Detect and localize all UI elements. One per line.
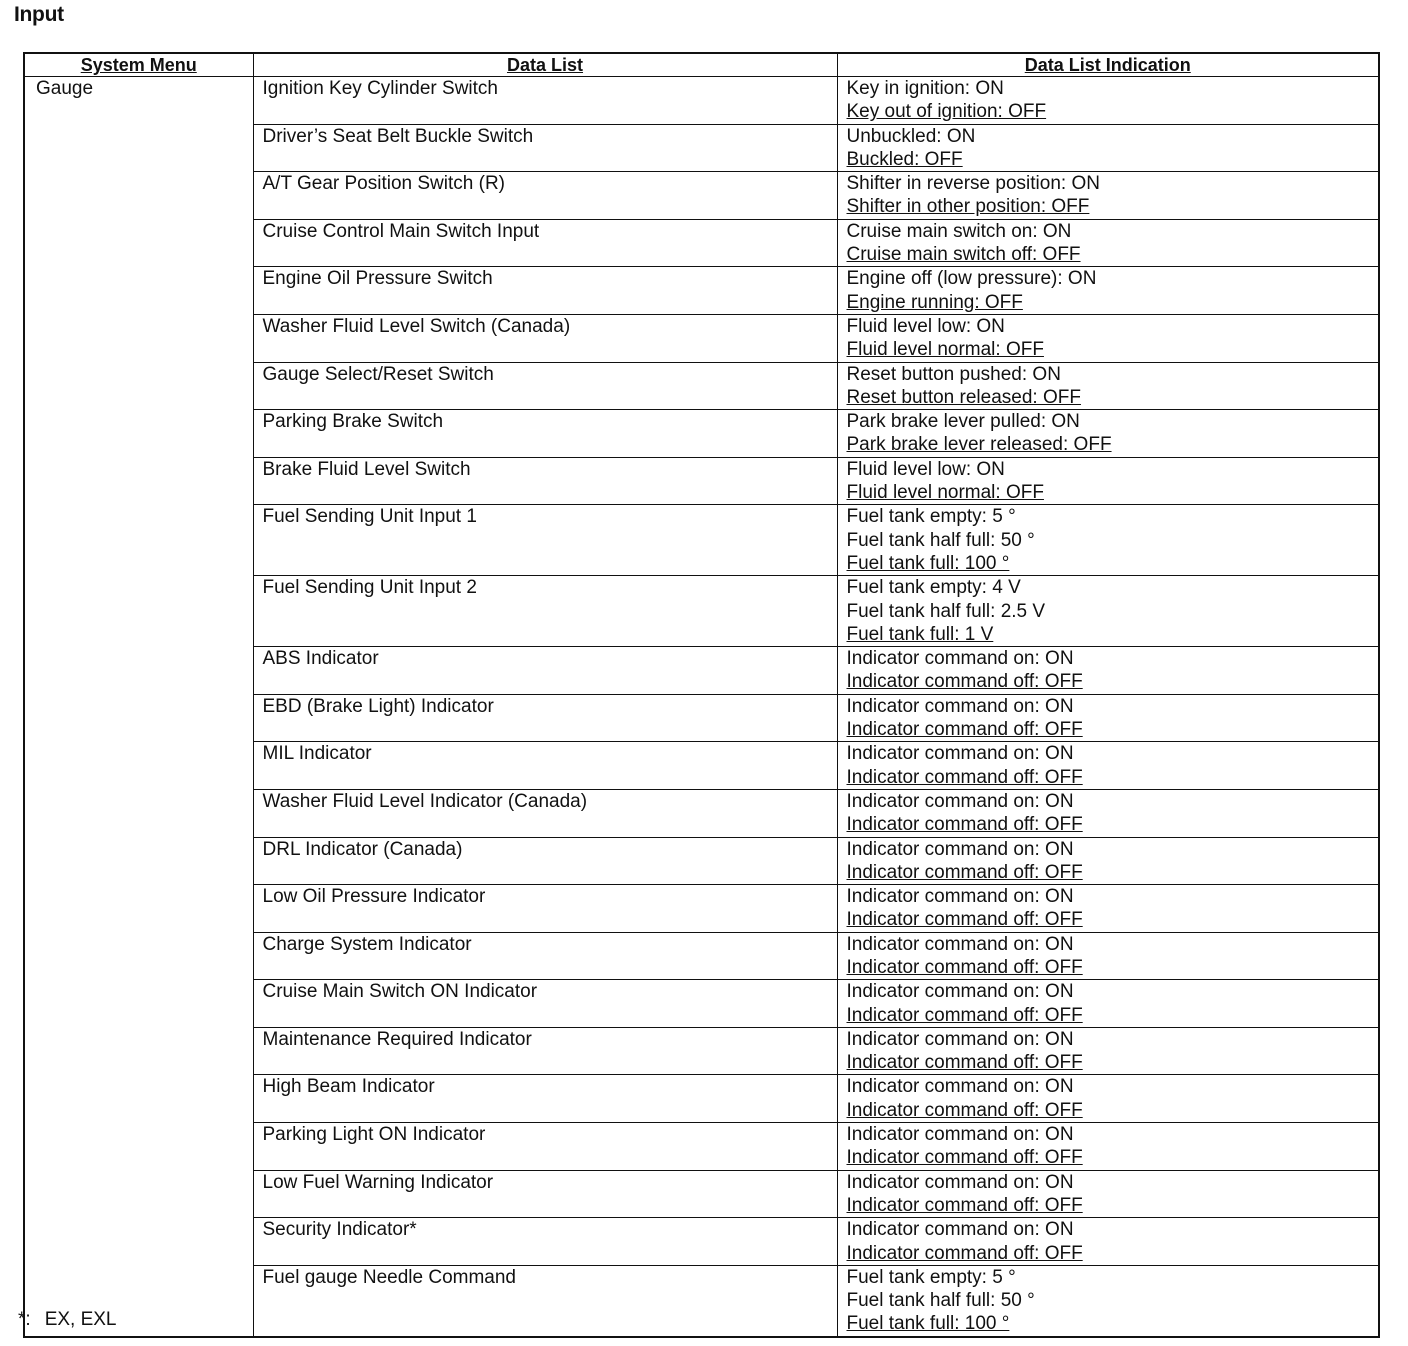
indication-line: Engine off (low pressure): ON: [846, 268, 1097, 290]
data-list-item: Security Indicator*: [253, 1218, 837, 1266]
indication-line: Indicator command on: ON: [846, 838, 1074, 860]
data-list-item: Parking Light ON Indicator: [253, 1123, 837, 1171]
data-list-item: DRL Indicator (Canada): [253, 837, 837, 885]
data-list-item: A/T Gear Position Switch (R): [253, 172, 837, 220]
data-list-indication: [837, 457, 1379, 505]
indication-line: Fuel tank full: 100 °: [846, 1313, 1010, 1335]
indication-line: Cruise main switch off: OFF: [846, 244, 1081, 266]
data-list-indication: [837, 77, 1379, 125]
data-list-indication: [837, 694, 1379, 742]
indication-line: Fluid level low: ON: [846, 315, 1005, 337]
data-list-item: Driver’s Seat Belt Buckle Switch: [253, 124, 837, 172]
data-list-indication: [837, 1265, 1379, 1336]
data-list-item: Parking Brake Switch: [253, 410, 837, 458]
indication-line: Key out of ignition: OFF: [846, 101, 1047, 123]
indication-line: Indicator command on: ON: [846, 1219, 1074, 1241]
indication-line: Indicator command off: OFF: [846, 719, 1083, 741]
indication-line: Indicator command on: ON: [846, 743, 1074, 765]
data-list-item: MIL Indicator: [253, 742, 837, 790]
data-list-item: Fuel gauge Needle Command: [253, 1265, 837, 1336]
indication-line: Cruise main switch on: ON: [846, 220, 1072, 242]
indication-line: Indicator command on: ON: [846, 886, 1074, 908]
indication-line: Indicator command off: OFF: [846, 909, 1083, 931]
data-list-item: Brake Fluid Level Switch: [253, 457, 837, 505]
data-list-indication: [837, 410, 1379, 458]
system-menu-cell: Gauge: [24, 77, 253, 1337]
data-list-table: [23, 52, 1380, 1338]
indication-line: Fuel tank empty: 5 °: [846, 1266, 1016, 1288]
indication-line: Indicator command off: OFF: [846, 1194, 1083, 1216]
footnote-marker: *:: [18, 1309, 31, 1330]
data-list-indication: [837, 362, 1379, 410]
indication-line: Indicator command on: ON: [846, 933, 1074, 955]
data-list-item: Washer Fluid Level Indicator (Canada): [253, 789, 837, 837]
indication-line: Unbuckled: ON: [846, 125, 976, 147]
data-list-item: Ignition Key Cylinder Switch: [253, 77, 837, 125]
indication-line: Reset button pushed: ON: [846, 363, 1061, 385]
data-list-indication: [837, 314, 1379, 362]
data-list-indication: [837, 172, 1379, 220]
data-list-item: Charge System Indicator: [253, 932, 837, 980]
indication-line: Shifter in other position: OFF: [846, 196, 1090, 218]
indication-line: Indicator command off: OFF: [846, 671, 1083, 693]
indication-line: Park brake lever pulled: ON: [846, 411, 1080, 433]
data-list-item: Fuel Sending Unit Input 2: [253, 576, 837, 647]
indication-line: Fuel tank empty: 5 °: [846, 506, 1016, 528]
indication-line: Indicator command on: ON: [846, 790, 1074, 812]
indication-line: Park brake lever released: OFF: [846, 434, 1112, 456]
data-list-indication: [837, 1123, 1379, 1171]
data-list-indication: [837, 885, 1379, 933]
indication-line: Indicator command off: OFF: [846, 766, 1083, 788]
data-list-item: ABS Indicator: [253, 647, 837, 695]
data-list-indication: [837, 1170, 1379, 1218]
data-list-item: Cruise Control Main Switch Input: [253, 219, 837, 267]
data-list-item: EBD (Brake Light) Indicator: [253, 694, 837, 742]
indication-line: Fuel tank half full: 50 °: [846, 1290, 1035, 1312]
indication-line: Indicator command on: ON: [846, 1076, 1074, 1098]
header-data-list: Data List: [253, 53, 837, 77]
table-body: [24, 77, 1379, 1337]
indication-line: Indicator command off: OFF: [846, 1052, 1083, 1074]
header-data-list-indication: Data List Indication: [837, 53, 1379, 77]
indication-line: Indicator command on: ON: [846, 981, 1074, 1003]
data-list-item: Washer Fluid Level Switch (Canada): [253, 314, 837, 362]
data-list-item: Gauge Select/Reset Switch: [253, 362, 837, 410]
indication-line: Fuel tank full: 100 °: [846, 552, 1010, 574]
indication-line: Indicator command off: OFF: [846, 1242, 1083, 1264]
data-list-item: High Beam Indicator: [253, 1075, 837, 1123]
data-list-indication: [837, 742, 1379, 790]
table-header-row: [24, 53, 1379, 77]
indication-line: Indicator command off: OFF: [846, 1147, 1083, 1169]
indication-line: Fuel tank full: 1 V: [846, 623, 994, 645]
indication-line: Indicator command on: ON: [846, 695, 1074, 717]
data-list-indication: [837, 980, 1379, 1028]
indication-line: Fluid level normal: OFF: [846, 482, 1044, 504]
data-list-indication: [837, 219, 1379, 267]
table-row: [24, 77, 1379, 125]
indication-line: Fluid level low: ON: [846, 458, 1005, 480]
data-list-indication: [837, 576, 1379, 647]
data-list-indication: [837, 1218, 1379, 1266]
indication-line: Fuel tank empty: 4 V: [846, 577, 1021, 599]
footnote-text: EX, EXL: [44, 1309, 117, 1330]
header-system-menu: System Menu: [24, 53, 253, 77]
indication-line: Indicator command on: ON: [846, 648, 1074, 670]
indication-line: Engine running: OFF: [846, 291, 1023, 313]
data-list-indication: [837, 1075, 1379, 1123]
data-list-indication: [837, 124, 1379, 172]
indication-line: Indicator command off: OFF: [846, 1099, 1083, 1121]
indication-line: Indicator command off: OFF: [846, 861, 1083, 883]
data-list-indication: [837, 932, 1379, 980]
data-list-indication: [837, 789, 1379, 837]
footnote: [18, 1309, 117, 1331]
indication-line: Key in ignition: ON: [846, 78, 1004, 99]
indication-line: Reset button released: OFF: [846, 386, 1081, 408]
indication-line: Indicator command off: OFF: [846, 814, 1083, 836]
data-list-item: Cruise Main Switch ON Indicator: [253, 980, 837, 1028]
data-list-indication: [837, 505, 1379, 576]
data-list-indication: [837, 267, 1379, 315]
indication-line: Fluid level normal: OFF: [846, 339, 1044, 361]
indication-line: Indicator command on: ON: [846, 1171, 1074, 1193]
indication-line: Fuel tank half full: 2.5 V: [846, 600, 1046, 622]
data-list-item: Low Oil Pressure Indicator: [253, 885, 837, 933]
indication-line: Shifter in reverse position: ON: [846, 173, 1100, 195]
indication-line: Fuel tank half full: 50 °: [846, 529, 1035, 551]
data-list-item: Maintenance Required Indicator: [253, 1027, 837, 1075]
data-list-item: Engine Oil Pressure Switch: [253, 267, 837, 315]
page-title: Input: [14, 3, 64, 26]
data-list-indication: [837, 647, 1379, 695]
data-list-item: Low Fuel Warning Indicator: [253, 1170, 837, 1218]
indication-line: Buckled: OFF: [846, 148, 963, 170]
indication-line: Indicator command off: OFF: [846, 956, 1083, 978]
indication-line: Indicator command on: ON: [846, 1124, 1074, 1146]
data-list-indication: [837, 837, 1379, 885]
indication-line: Indicator command on: ON: [846, 1028, 1074, 1050]
indication-line: Indicator command off: OFF: [846, 1004, 1083, 1026]
data-list-indication: [837, 1027, 1379, 1075]
data-list-item: Fuel Sending Unit Input 1: [253, 505, 837, 576]
